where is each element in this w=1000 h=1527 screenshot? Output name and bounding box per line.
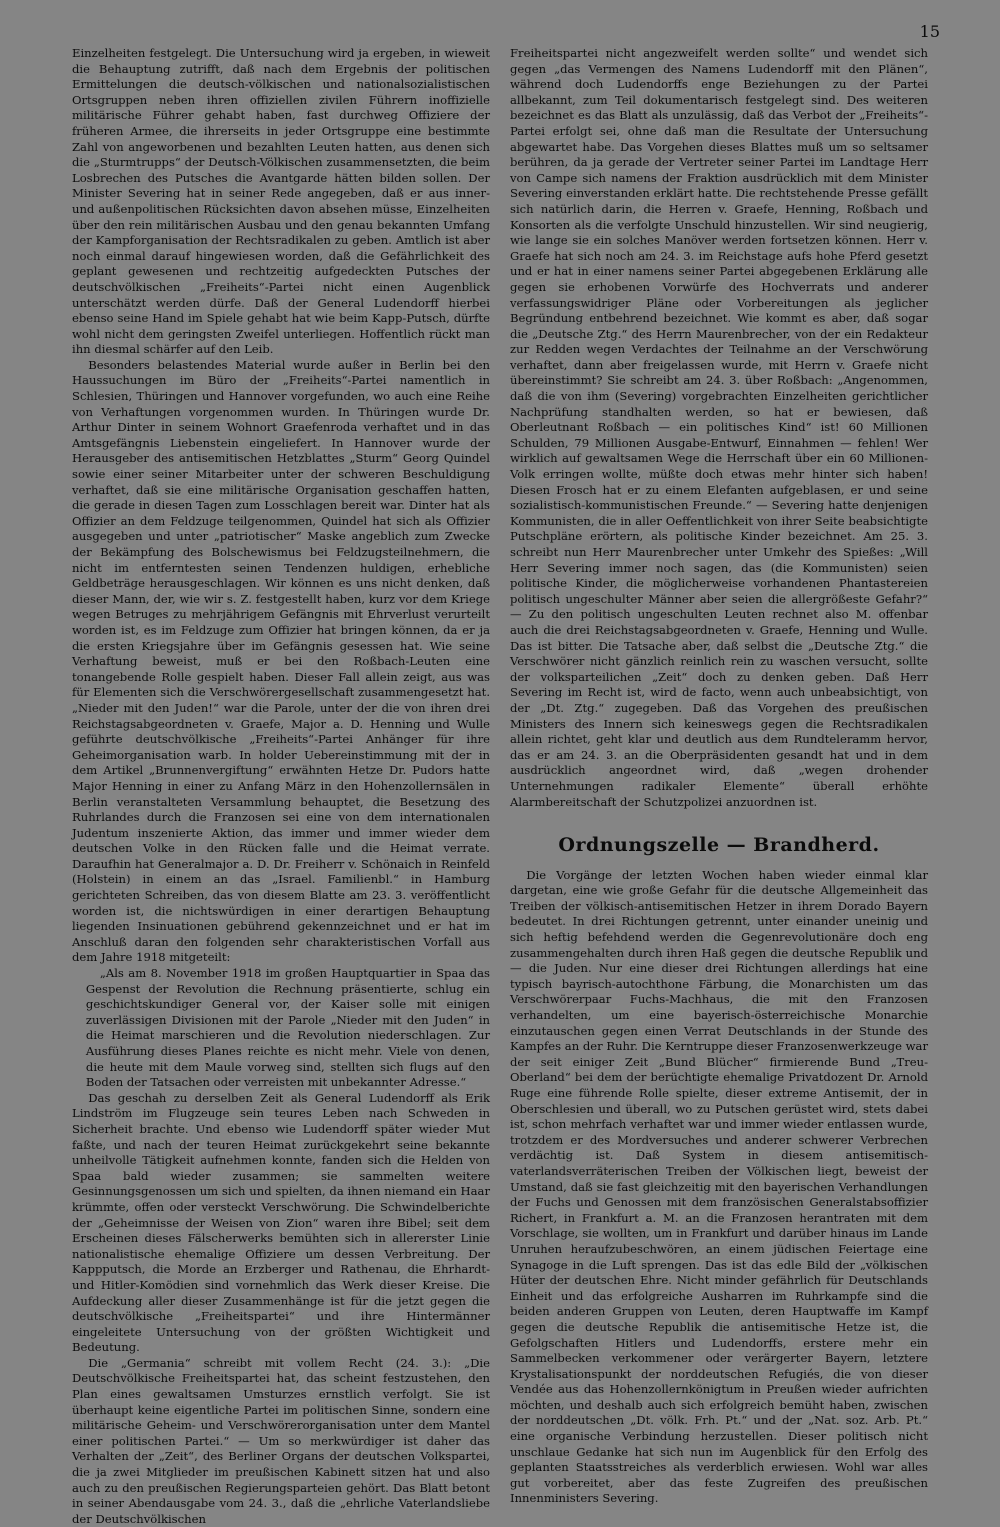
right-paragraph-2: Die Vorgänge der letzten Wochen haben wieder einmal klar dargetan, eine wie große Gefahr für die deutsche Allgemeinheit das Treiben der völkisch-antisemitischen Hetzer in ihrem Dorado Bayern bedeutet. In drei Richtungen getrennt, unter einander uneinig und sich heftig befehdend werden die Gegenrevolutionäre doch eng zusammengehalten durch ihren Haß gegen die deutsche Republik und — die Juden. Nur eine dieser drei Richtungen allerdings hat eine typisch bayrisch-autochthone Färbung, die Monarchisten um das Verschwörerpaar Fuchs-Machhaus, die mit den Franzosen verhandelten, um eine bayerisch-österreichische Monarchie einzutauschen gegen einen Verrat Deutschlands in der Stunde des Kampfes an der Ruhr. Die Kerntruppe dieser Franzosenwerkzeuge war der seit einiger Zeit „Bund Blücher“ firmierende Bund „Treu-Oberland“ bei dem der berüchtigte ehemalige Privatdozent Dr. Arnold Ruge eine führende Rolle spielte, dieser extreme Antisemit, der in Oberschlesien und überall, wo zu Putschen gerüstet wird, stets dabei ist, schon mehrfach verhaftet war und immer wieder entlassen wurde, trotzdem er des Mordversuches und anderer schwerer Verbrechen verdächtig ist. Daß System in diesem antisemitisch-vaterlandsverräterischen Treiben der Völkischen liegt, beweist der Umstand, daß sie fast gleichzeitig mit den bayerischen Verhandlungen der Fuchs und Genossen mit dem französischen Generalstabsoffizier Richert, in Frankfurt a. M. an die Franzosen herantraten mit dem Vorschlage, sie wollten, um in Frankfurt und darüber hinaus im Lande Unruhen heraufzubeschwören, an einem jüdischen Feiertage eine Synagoge in die Luft sprengen. Das ist das edle Bild der „völkischen Hüter der deutschen Ehre. Nicht minder gefährlich für Deutschlands Einheit und das erfolgreiche Ausharren im Ruhrkampfe sind die beiden anderen Gruppen von Leuten, deren Hauptwaffe im Kampf gegen die deutsche Republik die antisemitische Hetze ist, die Gefolgschaften Hitlers und Ludendorffs, erstere mehr ein Sammelbecken verkommener oder verärgerter Bayern, letztere Krystalisationspunkt der norddeutschen Refugiés, die von dieser Vendée aus das Hohenzollernkönigtum in Preußen wieder aufrichten möchten, und deshalb auch sich erfolgreich bemüht haben, zwischen der norddeutschen „Dt. völk. Frh. Pt.“ und der „Nat. soz. Arb. Pt.“ eine organische Verbindung herzustellen. Dieser politisch nicht unschlaue Gedanke hat sich nun im Augenblick für den Erfolg des geplanten Staatsstreiches als verderblich erwiesen. Wohl war alles gut vorbereitet, aber das feste Zugreifen des preußischen Innenministers Severing. [510, 867, 928, 1506]
right-column [510, 46, 928, 1506]
left-paragraph-5: Die „Germania“ schreibt mit vollem Recht (24. 3.): „Die Deutschvölkische Freiheitspartei hat, das scheint festzustehen, den Plan eines gewaltsamen Umsturzes ernstlich verfolgt. Sie ist überhaupt keine eigentliche Partei im politischen Sinne, sondern eine militärische Geheim- und Verschwörerorganisation unter dem Mantel einer politischen Partei.“ — Um so merkwürdiger ist daher das Verhalten der „Zeit“, des Berliner Organs der deutschen Volkspartei, die ja zwei Mitglieder im preußischen Kabinett sitzen hat und also auch zu den preußischen Regierungsparteien gehört. Das Blatt betont in seiner Abendausgabe vom 24. 3., daß die „ehrliche Vaterlandsliebe der Deutschvölkischen [72, 1355, 490, 1526]
left-paragraph-2: Besonders belastendes Material wurde außer in Berlin bei den Haussuchungen im Büro der „Freiheits“-Partei namentlich in Schlesien, Thüringen und Hannover vorgefunden, wo auch eine Reihe von Verhaftungen vorgenommen wurden. In Thüringen wurde Dr. Arthur Dinter in seinem Wohnort Graefenroda verhaftet und in das Amtsgefängnis Liebenstein eingeliefert. In Hannover wurde der Herausgeber des antisemitischen Hetzblattes „Sturm“ Georg Quindel sowie einer seiner Mitarbeiter unter der schweren Beschuldigung verhaftet, daß sie eine militärische Organisation geschaffen hatten, die gerade in diesen Tagen zum Losschlagen bereit war. Dinter hat als Offizier an dem Feldzuge teilgenommen, Quindel hat sich als Offizier ausgegeben und unter „patriotischer“ Maske angeblich zum Zwecke der Bekämpfung des Bolschewismus bei Feldzugsteilnehmern, die nicht im entferntesten seinen Tendenzen huldigen, erhebliche Geldbeträge herausgeschlagen. Wir können es uns nicht denken, daß dieser Mann, der, wie wir s. Z. festgestellt haben, kurz vor dem Kriege wegen Betruges zu mehrjährigem Gefängnis mit Ehrverlust verurteilt worden ist, es im Feldzuge zum Offizier hat bringen können, da er ja die ersten Kriegsjahre über im Gefängnis gesessen hat. Wie seine Verhaftung beweist, muß er bei den Roßbach-Leuten eine tonangebende Rolle gespielt haben. Dieser Fall allein zeigt, aus was für Elementen sich die Verschwörergesellschaft zusammengesetzt hat. „Nieder mit den Juden!“ war die Parole, unter der die von ihren drei Reichstagsabgeordneten v. Graefe, Major a. D. Henning und Wulle geführte deutschvölkische „Freiheits“-Partei Anhänger für ihre Geheimorganisation warb. In holder Uebereinstimmung mit der in dem Artikel „Brunnenvergiftung“ erwähnten Hetze Dr. Pudors hatte Major Henning in einer zu Anfang März in den Hohenzollernsälen in Berlin veranstalteten Versammlung behauptet, die Besetzung des Ruhrlandes durch die Franzosen sei eine von dem internationalen Judentum inszenierte Aktion, das immer und immer wieder dem deutschen Volke in den Rücken falle und die Heimat verrate. Daraufhin hat Generalmajor a. D. Dr. Freiherr v. Schönaich in Reinfeld (Holstein) in einem an das „Israel. Familienbl.“ in Hamburg gerichteten Schreiben, das von diesem Blatte am 23. 3. veröffentlicht worden ist, die nichtswürdigen in einer derartigen Behauptung liegenden Insinuationen gebührend gekennzeichnet und er hat im Anschluß daran den folgenden sehr charakteristischen Vorfall aus dem Jahre 1918 mitgeteilt: [72, 357, 490, 965]
left-quote-paragraph: „Als am 8. November 1918 im großen Hauptquartier in Spaa das Gespenst der Revolution die Rechnung präsentierte, schlug ein geschichtskundiger General vor, der Kaiser solle mit einigen zuverlässigen Divisionen mit der Parole „Nieder mit den Juden“ in die Heimat marschieren und die Revolution niederschlagen. Zur Ausführung dieses Planes reichte es nicht mehr. Viele von denen, die heute mit dem Maule vorweg sind, stellten sich flugs auf den Boden der Tatsachen oder verreisten mit unbekannter Adresse.“ [85, 966, 490, 1090]
left-paragraph-4: Das geschah zu derselben Zeit als General Ludendorff als Erik Lindström im Flugzeuge sein teures Leben nach Schweden in Sicherheit brachte. Und ebenso wie Ludendorff später wieder Mut faßte, und nach der teuren Heimat zurückgekehrt seine bekannte unheilvolle Tätigkeit aufnehmen konnte, fanden sich die Helden von Spaa bald wieder zusammen; sie sammelten weitere Gesinnungsgenossen um sich und spielten, da ihnen niemand ein Haar krümmte, offen oder versteckt Verschwörung. Die Schwindelberichte der „Geheimnisse der Weisen von Zion“ waren ihre Bibel; seit dem Erscheinen dieses Fälscherwerks bemühten sich in allererster Linie nationalistische ehemalige Offiziere um dessen Verbreitung. Der Kappputsch, die Morde an Erzberger und Rathenau, die Ehrhardt- und Hitler-Komödien sind vornehmlich das Werk dieser Kreise. Die Aufdeckung aller dieser Zusammenhänge ist für die jetzt gegen die deutschvölkische „Freiheitspartei“ und ihre Hintermänner eingeleitete Untersuchung von der größten Wichtigkeit und Bedeutung. [72, 1090, 490, 1355]
page-number: 15 [919, 22, 940, 41]
section-heading: Ordnungszelle — Brandherd. [558, 834, 880, 857]
left-column [72, 46, 490, 1526]
right-paragraph-1: Freiheitspartei nicht angezweifelt werden sollte“ und wendet sich gegen „das Vermengen des Namens Ludendorff mit den Plänen“, während doch Ludendorffs enge Beziehungen zu der Partei allbekannt, zum Teil dokumentarisch festgelegt sind. Des weiteren bezeichnet es das Blatt als unzulässig, daß das Verbot der „Freiheits“-Partei erfolgt sei, ohne daß man die Resultate der Untersuchung abgewartet habe. Das Vorgehen dieses Blattes muß um so seltsamer berühren, da ja gerade der Vertreter seiner Partei im Landtage Herr von Campe sich namens der Fraktion ausdrücklich mit dem Minister Severing einverstanden erklärt hatte. Die rechtstehende Presse gefällt sich natürlich darin, die Herren v. Graefe, Henning, Roßbach und Konsorten als die verfolgte Unschuld hinzustellen. Wir sind neugierig, wie lange sie ein solches Manöver werden fortsetzen können. Herr v. Graefe hat sich noch am 24. 3. im Reichstage aufs hohe Pferd gesetzt und er hat in einer namens seiner Partei abgegebenen Erklärung alle gegen sie erhobenen Vorwürfe des Hochverrats und anderer verfassungswidriger Pläne oder Vorbereitungen als jeglicher Begründung entbehrend bezeichnet. Wie kommt es aber, daß sogar die „Deutsche Ztg.“ des Herrn Maurenbrecher, von der ein Redakteur zur Redden wegen Verdachtes der Teilnahme an der Verschwörung verhaftet, dann aber freigelassen wurde, mit Herrn v. Graefe nicht übereinstimmt? Sie schreibt am 24. 3. über Roßbach: „Angenommen, daß die von ihm (Severing) vorgebrachten Einzelheiten gerichtlicher Nachprüfung standhalten werden, so hat er bewiesen, daß Oberleutnant Roßbach — ein politisches Kind“ ist! 60 Millionen Schulden, 79 Millionen Ausgabe-Entwurf, Einnahmen — fehlen! Wer wirklich auf gewaltsamen Wege die Herrschaft über ein 60 Millionen-Volk erringen wollte, müßte doch etwas mehr hinter sich haben! Diesen Frosch hat er zu einem Elefanten aufgeblasen, er und seine sozialistisch-kommunistischen Freunde.“ — Severing hatte denjenigen Kommunisten, die in aller Oeffentlichkeit von ihrer Seite beabsichtigte Putschpläne erörtern, als politische Kinder bezeichnet. Am 25. 3. schreibt nun Herr Maurenbrecher unter Umkehr des Spießes: „Will Herr Severing immer noch sagen, das (die Kommunisten) seien politische Kinder, die möglicherweise vorhandenen Phantastereien politisch ungeschulter Männer aber seien die allergrößeste Gefahr?“ — Zu den politisch ungeschulten Leuten rechnet also M. offenbar auch die drei Reichstagsabgeordneten v. Graefe, Henning und Wulle. Das ist bitter. Die Tatsache aber, daß selbst die „Deutsche Ztg.“ die Verschwörer nicht gänzlich reinlich rein zu waschen versucht, sollte der volksparteilichen „Zeit“ doch zu denken geben. Daß Herr Severing im Recht ist, wird de facto, wenn auch unbeabsichtigt, von der „Dt. Ztg.“ zugegeben. Daß das Vorgehen des preußischen Ministers des Innern sich keineswegs gegen die Rechtsradikalen allein richtet, geht klar und deutlich aus dem Rundteleramm hervor, das er am 24. 3. an die Oberpräsidenten gesandt hat und in dem ausdrücklich angeordnet wird, daß „wegen drohender Unternehmungen radikaler Elemente“ überall erhöhte Alarmbereitschaft der Schutzpolizei anzuordnen ist. [510, 46, 928, 809]
left-paragraph-1: Einzelheiten festgelegt. Die Untersuchung wird ja ergeben, in wieweit die Behauptung zutrifft, daß nach dem Ergebnis der politischen Ermittelungen die deutsch-völkischen und nationalsozialistischen Ortsgruppen neben ihren offiziellen zivilen Führern inoffizielle militärische Führer gehabt haben, fast durchweg Offiziere der früheren Armee, die ihrerseits in jeder Ortsgruppe eine bestimmte Zahl von angeworbenen und bezahlten Leuten hatten, aus denen sich die „Sturmtrupps“ der Deutsch-Völkischen zusammensetzten, die beim Losbrechen des Putsches die Avantgarde hätten bilden sollen. Der Minister Severing hat in seiner Rede angegeben, daß er aus inner- und außenpolitischen Rücksichten davon absehen müsse, Einzelheiten über den rein militärischen Ausbau und den genau bekannten Umfang der Kampforganisation der Rechtsradikalen zu geben. Amtlich ist aber noch einmal darauf hingewiesen worden, daß die Gefährlichkeit des geplant gewesenen und rechtzeitig aufgedeckten Putsches der deutschvölkischen „Freiheits“-Partei nicht einen Augenblick unterschätzt werden dürfe. Daß der General Ludendorff hierbei ebenso seine Hand im Spiele gehabt hat wie beim Kapp-Putsch, dürfte wohl nicht dem geringsten Zweifel unterliegen. Hoffentlich rückt man ihn diesmal schärfer auf den Leib. [72, 46, 490, 357]
